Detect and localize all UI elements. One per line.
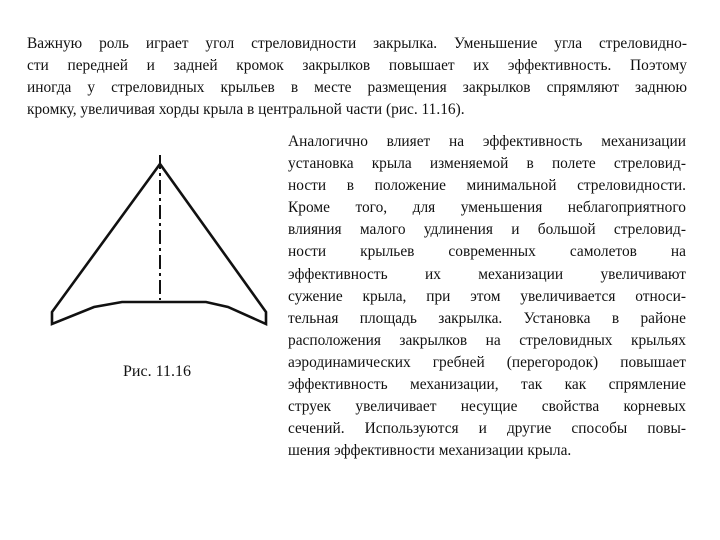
column-line: тельная площадь закрылка. Установка в районе bbox=[288, 309, 686, 327]
intro-line: иногда у стреловидных крыльев в месте размещения закрылков спрямляют заднюю bbox=[27, 79, 687, 96]
intro-line: Важную роль играет угол стреловидности закрылка. Уменьшение угла стреловидно- bbox=[27, 35, 687, 52]
column-line: установка крыла изменяемой в полете стреловид- bbox=[288, 155, 686, 173]
column-line: ности крыльев современных самолетов на bbox=[288, 243, 686, 261]
figure-caption: Рис. 11.16 bbox=[123, 363, 191, 380]
column-paragraph bbox=[288, 131, 686, 462]
intro-paragraph bbox=[27, 33, 687, 121]
column-line: аэродинамических гребней (перегородок) повышает bbox=[288, 353, 686, 371]
column-line: Кроме того, для уменьшения неблагоприятного bbox=[288, 199, 686, 217]
column-line: Аналогично влияет на эффективность механизации bbox=[288, 133, 686, 150]
column-line: ности в положение минимальной стреловидности. bbox=[288, 177, 686, 195]
column-line: шения эффективности механизации крыла. bbox=[288, 442, 572, 460]
column-line: расположения закрылков на стреловидных крыльях bbox=[288, 331, 686, 349]
swept-wing-diagram bbox=[40, 150, 280, 365]
wing-figure bbox=[40, 150, 280, 365]
column-line: влияния малого удлинения и большой стреловид- bbox=[288, 221, 686, 239]
column-line: сужение крыла, при этом увеличивается относи- bbox=[288, 287, 686, 305]
column-line: струек увеличивает несущие свойства корневых bbox=[288, 398, 686, 416]
column-line: эффективность их механизации увеличивают bbox=[288, 265, 686, 283]
column-line: сечений. Используются и другие способы повы- bbox=[288, 420, 686, 438]
column-line: эффективность механизации, так как спрямление bbox=[288, 376, 686, 394]
intro-line: кромку, увеличивая хорды крыла в центральной части (рис. 11.16). bbox=[27, 101, 465, 118]
intro-line: сти передней и задней кромок закрылков повышает их эффективность. Поэтому bbox=[27, 57, 687, 74]
